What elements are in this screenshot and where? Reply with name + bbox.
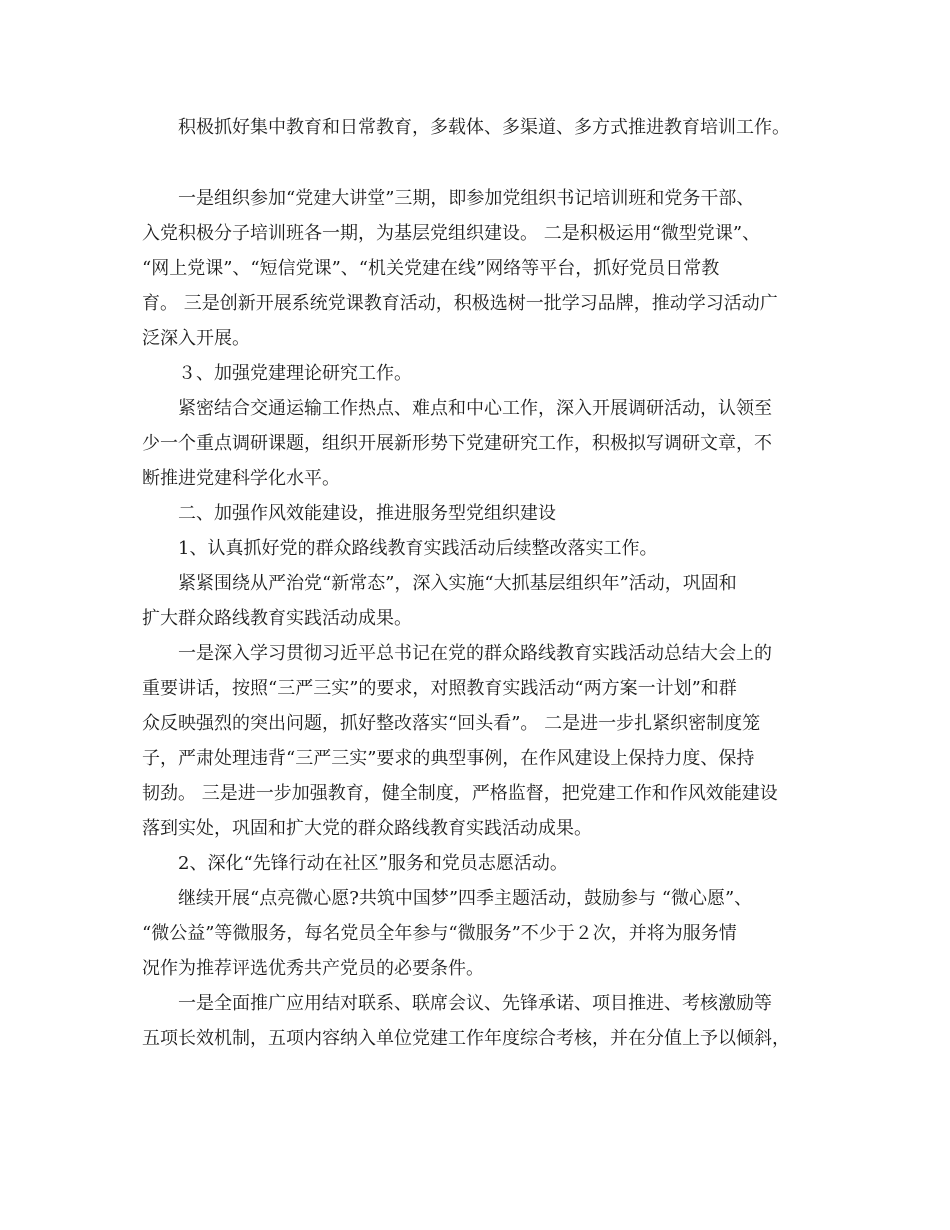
- body-line: 入党积极分子培训班各一期，为基层党组织建设。 二是积极运用“微型党课”、: [142, 223, 761, 244]
- body-line: 断推进党建科学化水平。: [142, 468, 340, 489]
- body-line: 紧紧围绕从严治党“新常态”，深入实施“大抓基层组织年”活动，巩固和: [178, 573, 737, 594]
- body-line: 子，严肃处理违背“三严三实”要求的典型事例，在作风建设上保持力度、保持: [142, 748, 755, 769]
- document-page: [142, 110, 812, 1056]
- body-line: 紧密结合交通运输工作热点、难点和中心工作，深入开展调研活动，认领至: [178, 398, 772, 419]
- body-line: 落到实处，巩固和扩大党的群众路线教育实践活动成果。: [142, 818, 592, 839]
- body-line: “微公益”等微服务，每名党员全年参与“微服务”不少于２次，并将为服务情: [142, 923, 737, 944]
- section-heading: ３、加强党建理论研究工作。: [178, 363, 412, 384]
- body-line: 积极抓好集中教育和日常教育，多载体、多渠道、多方式推进教育培训工作。: [178, 117, 790, 138]
- body-line: 一是组织参加“党建大讲堂”三期，即参加党组织书记培训班和党务干部、: [178, 188, 755, 209]
- section-heading: 1、认真抓好党的群众路线教育实践活动后续整改落实工作。: [178, 538, 658, 559]
- body-line: 重要讲话，按照“三严三实”的要求，对照教育实践活动“两方案一计划”和群: [142, 678, 737, 699]
- body-line: 育。 三是创新开展系统党课教育活动，积极选树一批学习品牌，推动学习活动广: [142, 293, 778, 314]
- body-line: 一是深入学习贯彻习近平总书记在党的群众路线教育实践活动总结大会上的: [178, 643, 772, 664]
- section-heading: 二、加强作风效能建设，推进服务型党组织建设: [178, 503, 556, 524]
- body-line: 众反映强烈的突出问题，抓好整改落实“回头看”。 二是进一步扎紧织密制度笼: [142, 713, 761, 734]
- body-line: 泛深入开展。: [142, 328, 250, 349]
- body-line: 一是全面推广应用结对联系、联席会议、先锋承诺、项目推进、考核激励等: [178, 993, 772, 1014]
- section-heading: 2、深化“先锋行动在社区”服务和党员志愿活动。: [178, 853, 568, 874]
- body-line: 韧劲。 三是进一步加强教育，健全制度，严格监督，把党建工作和作风效能建设: [142, 783, 778, 804]
- body-line: 继续开展“点亮微心愿?共筑中国梦”四季主题活动，鼓励参与 “微心愿”、: [178, 888, 753, 909]
- body-line: 况作为推荐评选优秀共产党员的必要条件。: [142, 958, 484, 979]
- body-line: 扩大群众路线教育实践活动成果。: [142, 608, 412, 629]
- body-line: 五项长效机制，五项内容纳入单位党建工作年度综合考核，并在分值上予以倾斜，: [142, 1028, 790, 1049]
- body-line: “网上党课”、“短信党课”、“机关党建在线”网络等平台，抓好党员日常教: [142, 258, 720, 279]
- body-line: 少一个重点调研课题，组织开展新形势下党建研究工作，积极拟写调研文章，不: [142, 433, 772, 454]
